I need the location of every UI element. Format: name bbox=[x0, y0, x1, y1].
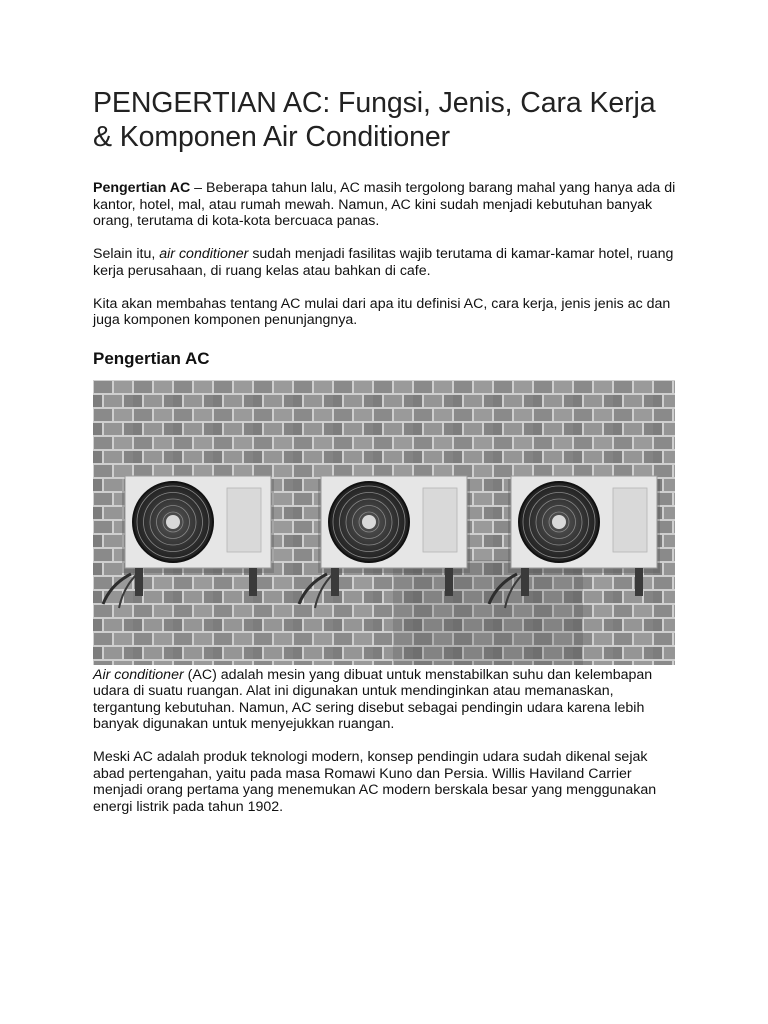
wall-stain bbox=[393, 560, 583, 665]
intro-paragraph bbox=[93, 180, 677, 230]
ac-unit-side-panel bbox=[613, 488, 647, 552]
mounting-bracket bbox=[135, 568, 143, 596]
paragraph-2-end: sudah menjadi fasilitas wajib terutama di kamar-kamar hotel, ruang kerja perusahaan, di ruang kelas atau bahkan di cafe. bbox=[93, 246, 674, 279]
page-title: PENGERTIAN AC: Fungsi, Jenis, Cara Kerja & Komponen Air Conditioner bbox=[93, 87, 656, 153]
paragraph-2 bbox=[93, 246, 677, 279]
ac-unit-side-panel bbox=[423, 488, 457, 552]
paragraph-5: Meski AC adalah produk teknologi modern, konsep pendingin udara sudah dikenal sejak abad pertengahan, yaitu pada masa Romawi Kuno dan Persia. Willis Haviland Carrier menjadi orang pertama yang menemukan AC modern berskala besar yang menggunakan energi listrik pada tahun 1902. bbox=[93, 749, 657, 815]
intro-text: – Beberapa tahun lalu, AC masih tergolong barang mahal yang hanya ada di kantor, hotel, mal, atau rumah mewah. Namun, AC kini sudah menjadi kebutuhan banyak orang, terutama di kota-kota bercuaca panas. bbox=[93, 180, 676, 229]
ac-unit-side-panel bbox=[227, 488, 261, 552]
fan-hub bbox=[552, 515, 566, 529]
paragraph-4-text: (AC) adalah mesin yang dibuat untuk menstabilkan suhu dan kelembapan udara di suatu ruangan. Alat ini digunakan untuk mendinginkan atau memanaskan, tergantung kebutuhan. Namun, AC sering disebut sebagai pendingin udara karena lebih banyak digunakan untuk menyejukkan ruangan. bbox=[93, 666, 653, 732]
paragraph-2-start: Selain itu, bbox=[93, 246, 160, 262]
paragraph-2-italic-term: air conditioner bbox=[159, 246, 249, 262]
section-heading: Pengertian AC bbox=[93, 348, 210, 368]
paragraph-4 bbox=[93, 667, 677, 733]
mounting-bracket bbox=[635, 568, 643, 596]
fan-hub bbox=[362, 515, 376, 529]
article bbox=[93, 86, 677, 815]
mounting-bracket bbox=[249, 568, 257, 596]
paragraph-3: Kita akan membahas tentang AC mulai dari apa itu definisi AC, cara kerja, jenis jenis ac dan juga komponen komponen penunjangnya. bbox=[93, 295, 671, 328]
ac-units-photo bbox=[93, 380, 675, 665]
mounting-bracket bbox=[331, 568, 339, 596]
mounting-bracket bbox=[445, 568, 453, 596]
mounting-bracket bbox=[521, 568, 529, 596]
fan-hub bbox=[166, 515, 180, 529]
paragraph-4-italic-term: Air conditioner bbox=[93, 666, 184, 683]
intro-bold-term: Pengertian AC bbox=[93, 180, 191, 196]
